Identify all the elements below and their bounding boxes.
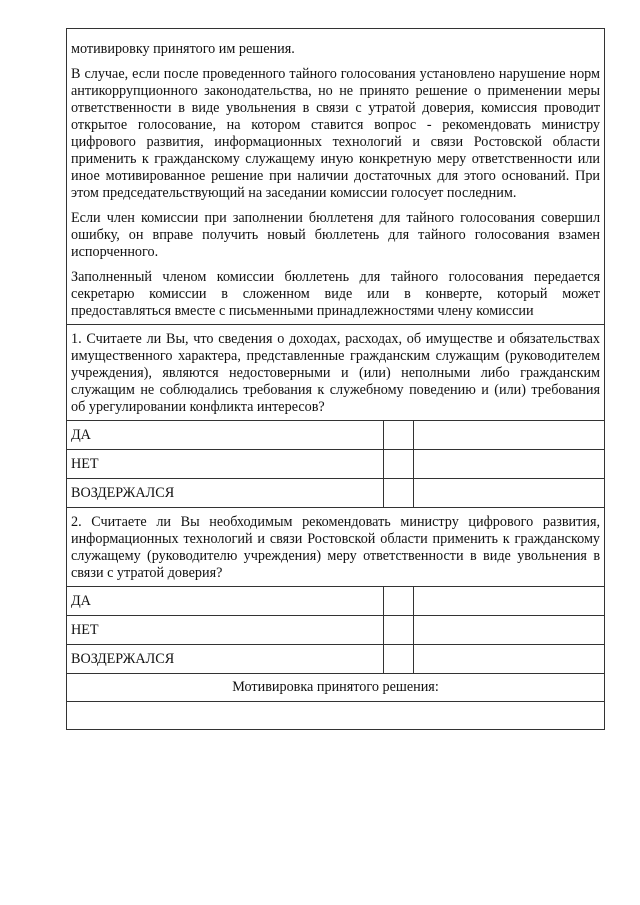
answer-row-yes [67,587,605,616]
ballot-table [66,28,605,730]
answer-label: НЕТ [67,616,384,645]
answer-blank [414,421,605,450]
answer-label: ДА [67,421,384,450]
question-2-text: 2. Считаете ли Вы необходимым рекомендовать министру цифрового развития, информационных технологий и связи Ростовской области применить к гражданскому служащему (руководителю учреждения) меру ответственности в виде увольнения в связи с утратой доверия? [67,508,605,587]
motivation-field[interactable] [67,702,605,730]
answer-checkbox[interactable] [384,479,414,508]
answer-row-no [67,450,605,479]
answer-blank [414,587,605,616]
answer-label: ВОЗДЕРЖАЛСЯ [67,479,384,508]
instruction-paragraph: В случае, если после проведенного тайного голосования установлено нарушение норм антикоррупционного законодательства, но не принято решение о применении меры ответственности в виде увольнения в связи с утратой доверия, комиссия проводит открытое голосование, на котором ставится вопрос - рекомендовать министру цифрового развития, информационных технологий и связи Ростовской области применить к гражданскому служащему иную конкретную меру ответственности или иное мотивированное решение при наличии достаточных для этого оснований. При этом председательствующий на заседании комиссии голосует последним. [71,66,601,201]
answer-label: ВОЗДЕРЖАЛСЯ [67,645,384,674]
answer-row-no [67,616,605,645]
answer-blank [414,616,605,645]
question-1-text: 1. Считаете ли Вы, что сведения о доходах, расходах, об имуществе и обязательствах имущественного характера, представленные гражданским служащим (руководителем учреждения), являются недостоверными и (или) неполными либо гражданским служащим не соблюдались требования к служебному поведению и (или) требования об урегулировании конфликта интересов? [67,325,605,421]
answer-label: ДА [67,587,384,616]
instruction-paragraph: мотивировку принятого им решения. [71,41,295,57]
answer-label: НЕТ [67,450,384,479]
answer-checkbox[interactable] [384,421,414,450]
answer-blank [414,479,605,508]
instruction-paragraph: Если член комиссии при заполнении бюллетеня для тайного голосования совершил ошибку, он вправе получить новый бюллетень для тайного голосования взамен испорченного. [71,210,601,260]
answer-row-abstain [67,479,605,508]
instruction-paragraph: Заполненный членом комиссии бюллетень для тайного голосования передается секретарю комиссии в сложенном виде или в конверте, который может предоставляться вместе с письменными принадлежностями члену комиссии [71,269,601,319]
answer-row-yes [67,421,605,450]
answer-checkbox[interactable] [384,587,414,616]
answer-checkbox[interactable] [384,616,414,645]
instructions-cell [67,29,605,325]
answer-checkbox[interactable] [384,645,414,674]
answer-blank [414,645,605,674]
answer-checkbox[interactable] [384,450,414,479]
motivation-label: Мотивировка принятого решения: [67,674,605,702]
answer-blank [414,450,605,479]
answer-row-abstain [67,645,605,674]
